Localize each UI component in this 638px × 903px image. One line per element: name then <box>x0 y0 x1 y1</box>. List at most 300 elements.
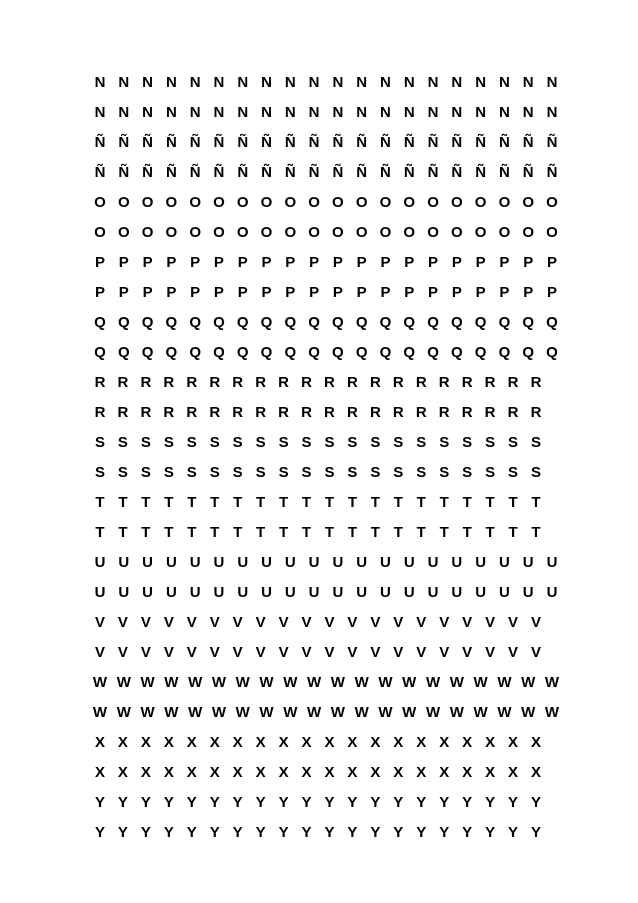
letter-glyph: N <box>475 74 487 91</box>
letter-glyph: X <box>416 734 427 751</box>
letter-glyph: R <box>346 404 358 421</box>
letter-glyph: N <box>142 74 153 91</box>
letter-glyph: V <box>462 614 473 631</box>
letter-glyph: Ñ <box>475 134 487 151</box>
letter-glyph: X <box>301 764 312 781</box>
letter-glyph: U <box>142 554 153 571</box>
letter-glyph: O <box>332 224 344 241</box>
letter-row <box>92 218 558 248</box>
letter-glyph: Q <box>213 314 225 331</box>
letter-glyph: W <box>211 704 227 721</box>
letter-glyph: W <box>259 674 274 691</box>
letter-glyph: V <box>278 614 289 631</box>
letter-glyph: U <box>94 554 106 571</box>
letter-row <box>92 638 552 668</box>
letter-glyph: Y <box>163 824 174 841</box>
letter-glyph: V <box>508 614 519 631</box>
letter-glyph: V <box>163 614 174 631</box>
letter-glyph: O <box>522 194 535 211</box>
letter-glyph: O <box>332 194 344 211</box>
letter-glyph: S <box>209 434 220 451</box>
letter-glyph: W <box>473 674 488 691</box>
letter-glyph: W <box>521 674 536 691</box>
letter-glyph: U <box>165 584 177 601</box>
letter-glyph: N <box>451 74 463 91</box>
letter-glyph: Q <box>260 344 273 361</box>
letter-glyph: W <box>140 704 155 721</box>
letter-glyph: T <box>439 524 449 541</box>
letter-glyph: V <box>140 644 151 661</box>
letter-glyph: U <box>498 584 510 601</box>
letter-glyph: R <box>392 404 404 421</box>
letter-glyph: Q <box>355 344 368 361</box>
letter-glyph: X <box>117 764 128 781</box>
letter-row <box>92 698 560 728</box>
letter-glyph: U <box>427 554 439 571</box>
letter-glyph: Ñ <box>403 164 415 181</box>
letter-glyph: P <box>190 254 201 271</box>
letter-glyph: Ñ <box>94 134 106 151</box>
letter-glyph: Q <box>284 314 297 331</box>
letter-glyph: P <box>309 284 320 301</box>
letter-glyph: N <box>165 74 177 91</box>
letter-glyph: Y <box>117 824 128 841</box>
letter-glyph: S <box>94 464 105 481</box>
letter-glyph: O <box>403 224 416 241</box>
letter-glyph: P <box>356 254 367 271</box>
letter-glyph: Y <box>163 794 174 811</box>
letter-glyph: Q <box>189 344 201 361</box>
letter-glyph: Y <box>140 824 151 841</box>
letter-glyph: Q <box>522 314 535 331</box>
letter-glyph: Y <box>370 794 381 811</box>
letter-glyph: T <box>141 524 151 541</box>
letter-glyph: Q <box>379 344 392 361</box>
letter-glyph: P <box>380 284 391 301</box>
letter-glyph: Ñ <box>142 164 153 181</box>
letter-glyph: R <box>140 374 152 391</box>
letter-glyph: S <box>278 464 289 481</box>
letter-glyph: R <box>507 404 519 421</box>
letter-glyph: U <box>522 584 534 601</box>
letter-glyph: Q <box>403 344 416 361</box>
letter-glyph: Q <box>260 314 273 331</box>
letter-glyph: U <box>284 584 296 601</box>
letter-glyph: Y <box>370 824 381 841</box>
letter-glyph: Y <box>462 824 473 841</box>
letter-glyph: S <box>485 464 496 481</box>
letter-glyph: U <box>475 584 487 601</box>
letter-glyph: X <box>117 734 128 751</box>
letter-glyph: X <box>530 734 541 751</box>
letter-glyph: U <box>308 554 320 571</box>
letter-glyph: T <box>462 494 472 511</box>
letter-glyph: T <box>347 494 357 511</box>
letter-glyph: P <box>499 254 510 271</box>
letter-glyph: O <box>284 194 297 211</box>
letter-row <box>92 188 558 218</box>
letter-glyph: Ñ <box>546 134 558 151</box>
letter-glyph: R <box>369 374 381 391</box>
letter-glyph: P <box>285 254 296 271</box>
letter-glyph: Q <box>427 344 439 361</box>
letter-glyph: P <box>404 284 415 301</box>
letter-glyph: P <box>475 254 486 271</box>
letter-glyph: V <box>370 614 381 631</box>
letter-glyph: O <box>450 194 463 211</box>
letter-row <box>92 128 558 158</box>
letter-glyph: R <box>346 374 358 391</box>
letter-glyph: X <box>140 764 151 781</box>
letter-glyph: X <box>278 734 289 751</box>
letter-glyph: W <box>402 704 417 721</box>
letter-glyph: Ñ <box>165 164 177 181</box>
letter-glyph: T <box>508 524 518 541</box>
letter-glyph: Y <box>186 824 197 841</box>
letter-glyph: X <box>255 764 266 781</box>
letter-glyph: Q <box>355 314 368 331</box>
letter-glyph: Ñ <box>118 134 130 151</box>
letter-row <box>92 458 552 488</box>
letter-glyph: V <box>209 644 220 661</box>
letter-glyph: Q <box>94 314 106 331</box>
letter-glyph: S <box>370 434 381 451</box>
letter-glyph: Ñ <box>118 164 130 181</box>
letter-glyph: R <box>438 374 450 391</box>
letter-glyph: R <box>415 374 427 391</box>
letter-glyph: P <box>142 254 153 271</box>
letter-glyph: T <box>256 494 266 511</box>
letter-glyph: W <box>473 704 488 721</box>
letter-glyph: O <box>522 224 535 241</box>
letter-glyph: Q <box>213 344 225 361</box>
letter-glyph: U <box>403 554 415 571</box>
letter-glyph: U <box>546 584 558 601</box>
letter-glyph: Q <box>498 314 511 331</box>
letter-glyph: W <box>544 674 560 691</box>
letter-glyph: T <box>416 494 426 511</box>
letter-glyph: Ñ <box>213 164 225 181</box>
letter-glyph: Y <box>232 824 243 841</box>
letter-glyph: Ñ <box>451 164 463 181</box>
letter-glyph: V <box>347 614 358 631</box>
letter-glyph: S <box>186 434 197 451</box>
letter-glyph: P <box>94 254 105 271</box>
letter-glyph: Y <box>439 794 450 811</box>
letter-glyph: P <box>546 254 557 271</box>
letter-glyph: V <box>255 614 266 631</box>
letter-glyph: W <box>402 674 417 691</box>
letter-glyph: O <box>213 194 225 211</box>
letter-glyph: V <box>439 614 450 631</box>
letter-glyph: N <box>403 74 415 91</box>
letter-glyph: S <box>347 464 358 481</box>
letter-glyph: N <box>118 104 130 121</box>
letter-glyph: N <box>522 74 534 91</box>
letter-glyph: T <box>210 494 220 511</box>
letter-glyph: X <box>347 764 358 781</box>
letter-glyph: Y <box>462 794 473 811</box>
letter-glyph: Ñ <box>522 164 534 181</box>
letter-glyph: P <box>261 284 272 301</box>
letter-glyph: Q <box>236 344 249 361</box>
letter-glyph: Ñ <box>308 164 320 181</box>
letter-glyph: T <box>278 524 289 541</box>
letter-row <box>92 68 558 98</box>
letter-glyph: P <box>309 254 320 271</box>
letter-glyph: X <box>393 764 404 781</box>
letter-glyph: Y <box>255 824 266 841</box>
letter-glyph: N <box>332 104 344 121</box>
letter-glyph: Q <box>308 314 320 331</box>
letter-glyph: O <box>213 224 225 241</box>
letter-glyph: Ñ <box>498 164 510 181</box>
letter-glyph: Q <box>141 344 154 361</box>
letter-glyph: Ñ <box>356 164 368 181</box>
letter-glyph: Y <box>209 824 220 841</box>
letter-glyph: S <box>462 464 473 481</box>
letter-glyph: T <box>164 494 174 511</box>
letter-glyph: S <box>301 464 312 481</box>
letter-glyph: Y <box>301 824 312 841</box>
letter-row <box>92 308 558 338</box>
letter-glyph: V <box>186 614 197 631</box>
letter-glyph: S <box>324 434 335 451</box>
letter-glyph: S <box>232 464 243 481</box>
letter-glyph: X <box>462 734 473 751</box>
letter-glyph: N <box>356 74 368 91</box>
letter-glyph: S <box>416 434 427 451</box>
letter-glyph: P <box>332 254 343 271</box>
letter-glyph: N <box>427 74 439 91</box>
letter-glyph: X <box>416 764 427 781</box>
letter-glyph: R <box>255 404 267 421</box>
letter-glyph: P <box>332 284 343 301</box>
letter-glyph: R <box>94 404 106 421</box>
letter-row <box>92 728 552 758</box>
letter-glyph: O <box>498 194 511 211</box>
letter-glyph: N <box>546 104 558 121</box>
letter-glyph: S <box>301 434 312 451</box>
letter-glyph: S <box>416 464 427 481</box>
letter-glyph: N <box>94 104 106 121</box>
letter-glyph: Y <box>439 824 450 841</box>
letter-glyph: W <box>378 704 393 721</box>
letter-glyph: P <box>118 254 129 271</box>
letter-glyph: Y <box>485 824 496 841</box>
letter-glyph: U <box>118 584 130 601</box>
letter-glyph: O <box>94 194 106 211</box>
letter-glyph: R <box>186 374 198 391</box>
letter-glyph: P <box>261 254 272 271</box>
letter-glyph: S <box>140 434 151 451</box>
letter-glyph: Ñ <box>380 134 391 151</box>
letter-glyph: U <box>332 584 344 601</box>
letter-glyph: Ñ <box>284 134 296 151</box>
letter-glyph: Ñ <box>189 164 201 181</box>
letter-glyph: T <box>393 494 403 511</box>
letter-glyph: P <box>237 254 248 271</box>
letter-glyph: V <box>324 614 335 631</box>
letter-glyph: X <box>508 734 519 751</box>
letter-glyph: Ñ <box>94 164 106 181</box>
letter-glyph: Y <box>393 824 404 841</box>
letter-glyph: X <box>439 764 450 781</box>
letter-glyph: T <box>187 494 197 511</box>
letter-glyph: Ñ <box>165 134 177 151</box>
letter-glyph: O <box>260 224 273 241</box>
letter-glyph: R <box>117 374 129 391</box>
letter-glyph: O <box>189 224 201 241</box>
letter-glyph: Q <box>498 344 511 361</box>
letter-glyph: O <box>474 194 487 211</box>
letter-glyph: R <box>117 404 129 421</box>
letter-glyph: U <box>237 554 249 571</box>
letter-glyph: Y <box>347 794 358 811</box>
letter-glyph: W <box>425 674 441 691</box>
letter-glyph: N <box>94 74 106 91</box>
letter-row <box>92 368 552 398</box>
letter-glyph: W <box>188 704 203 721</box>
letter-glyph: Ñ <box>213 134 225 151</box>
letter-glyph: V <box>416 614 427 631</box>
letter-glyph: X <box>94 734 105 751</box>
letter-glyph: U <box>546 554 558 571</box>
letter-glyph: Y <box>530 824 541 841</box>
letter-glyph: R <box>415 404 427 421</box>
letter-glyph: S <box>186 464 197 481</box>
letter-glyph: W <box>92 674 108 691</box>
letter-glyph: N <box>189 74 201 91</box>
letter-glyph: X <box>232 764 243 781</box>
letter-glyph: Ñ <box>427 164 439 181</box>
letter-glyph: X <box>209 764 220 781</box>
letter-glyph: Q <box>546 314 558 331</box>
letter-glyph: T <box>531 524 541 541</box>
letter-glyph: O <box>260 194 273 211</box>
letter-glyph: P <box>166 284 177 301</box>
letter-glyph: S <box>370 464 381 481</box>
letter-glyph: S <box>393 464 404 481</box>
letter-glyph: V <box>94 644 105 661</box>
letter-glyph: R <box>324 374 335 391</box>
letter-glyph: U <box>94 584 106 601</box>
letter-glyph: T <box>301 524 312 541</box>
letter-glyph: Q <box>94 344 106 361</box>
letter-glyph: X <box>370 764 381 781</box>
letter-glyph: Q <box>474 344 487 361</box>
letter-glyph: Ñ <box>356 134 368 151</box>
letter-glyph: Ñ <box>142 134 153 151</box>
letter-glyph: V <box>232 644 243 661</box>
letter-glyph: Ñ <box>237 164 249 181</box>
letter-glyph: V <box>439 644 450 661</box>
letter-glyph: R <box>163 374 175 391</box>
letter-glyph: V <box>232 614 243 631</box>
letter-glyph: P <box>237 284 248 301</box>
letter-glyph: S <box>393 434 404 451</box>
letter-glyph: U <box>356 584 368 601</box>
letter-glyph: O <box>117 194 130 211</box>
letter-glyph: T <box>118 494 128 511</box>
letter-row <box>92 338 558 368</box>
letter-glyph: V <box>508 644 519 661</box>
letter-glyph: U <box>189 554 201 571</box>
letter-glyph: R <box>301 374 312 391</box>
letter-glyph: V <box>255 644 266 661</box>
letter-glyph: Ñ <box>308 134 320 151</box>
letter-glyph: O <box>498 224 511 241</box>
letter-glyph: Q <box>236 314 249 331</box>
letter-glyph: Q <box>332 314 344 331</box>
letter-glyph: R <box>461 404 473 421</box>
letter-glyph: N <box>427 104 439 121</box>
letter-glyph: N <box>403 104 415 121</box>
letter-glyph: Y <box>209 794 220 811</box>
letter-glyph: O <box>165 224 178 241</box>
letter-glyph: Q <box>379 314 392 331</box>
letter-glyph: Q <box>165 344 178 361</box>
letter-glyph: X <box>186 734 197 751</box>
letter-glyph: S <box>94 434 105 451</box>
letter-glyph: W <box>307 674 322 691</box>
letter-glyph: U <box>522 554 534 571</box>
letter-glyph: S <box>163 464 174 481</box>
letter-glyph: O <box>379 224 392 241</box>
letter-glyph: N <box>284 74 296 91</box>
letter-glyph: O <box>403 194 416 211</box>
letter-glyph: P <box>428 254 439 271</box>
letter-glyph: O <box>165 194 178 211</box>
letter-glyph: P <box>285 284 296 301</box>
letter-glyph: P <box>356 284 367 301</box>
letter-glyph: N <box>213 104 225 121</box>
letter-glyph: Q <box>427 314 439 331</box>
letter-glyph: U <box>118 554 130 571</box>
letter-glyph: T <box>393 524 403 541</box>
letter-glyph: N <box>237 74 249 91</box>
letter-glyph: X <box>186 764 197 781</box>
letter-glyph: S <box>462 434 473 451</box>
letter-glyph: P <box>213 254 224 271</box>
letter-glyph: S <box>117 464 128 481</box>
letter-glyph: P <box>404 254 415 271</box>
letter-glyph: W <box>211 674 227 691</box>
letter-glyph: O <box>189 194 201 211</box>
letter-glyph: R <box>278 374 289 391</box>
letter-glyph: X <box>393 734 404 751</box>
letter-glyph: T <box>141 494 151 511</box>
letter-glyph: Q <box>450 314 463 331</box>
letter-glyph: Ñ <box>522 134 534 151</box>
letter-glyph: R <box>232 404 244 421</box>
letter-glyph: V <box>209 614 220 631</box>
letter-glyph: S <box>255 464 266 481</box>
letter-glyph: V <box>301 644 312 661</box>
letter-glyph: N <box>498 104 510 121</box>
letter-glyph: Q <box>450 344 463 361</box>
letter-glyph: V <box>393 644 404 661</box>
letter-glyph: P <box>546 284 557 301</box>
letter-glyph: Q <box>546 344 558 361</box>
letter-glyph: S <box>530 434 541 451</box>
letter-glyph: S <box>209 464 220 481</box>
letter-glyph: N <box>284 104 296 121</box>
letter-glyph: X <box>301 734 312 751</box>
letter-glyph: R <box>484 404 496 421</box>
letter-glyph: S <box>530 464 541 481</box>
letter-glyph: T <box>95 494 105 511</box>
